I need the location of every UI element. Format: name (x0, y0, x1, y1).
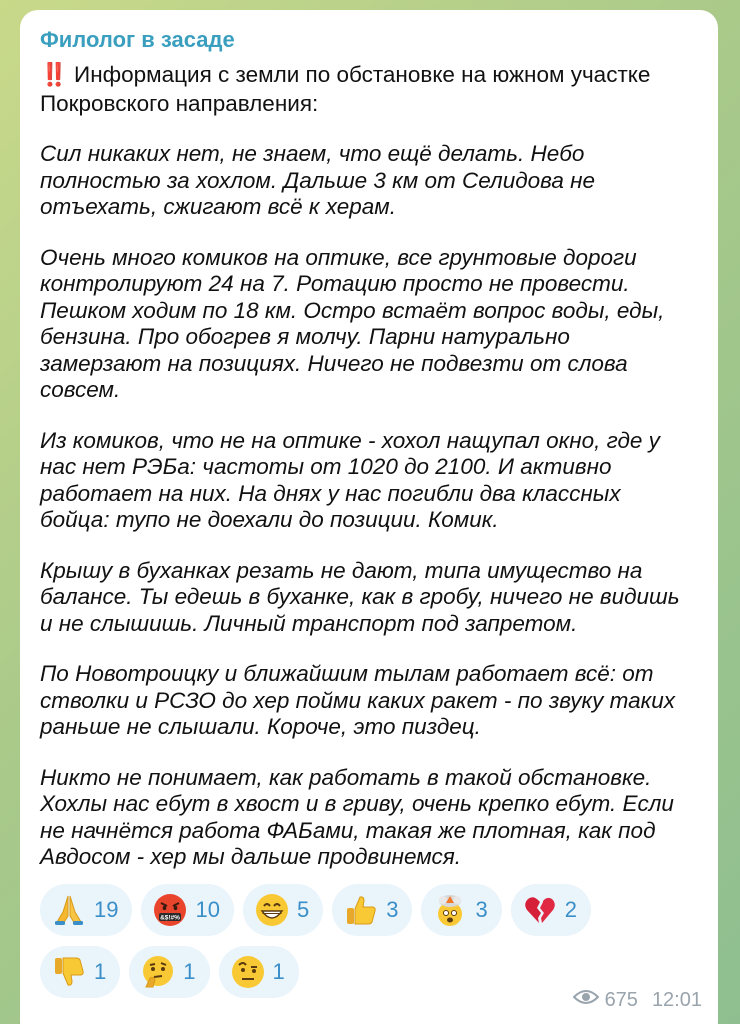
reaction-count: 2 (564, 897, 577, 922)
reaction-broken-heart[interactable] (511, 884, 591, 936)
reaction-count: 1 (183, 959, 196, 984)
reaction-cursing[interactable] (141, 884, 233, 936)
paragraph-3: Из комиков, что не на оптике - хохол нащупал окно, где у нас нет РЭБа: частоты от 1020 до 2100. И активно работает на них. На днях у нас погибли два классных бойца: тупо не доехали до позиции. Комик. (40, 427, 660, 532)
reactions-row-1 (40, 884, 700, 936)
reaction-count: 19 (94, 897, 119, 922)
reaction-count: 3 (386, 897, 399, 922)
message-bubble (20, 10, 718, 1024)
view-count: 675 (604, 988, 638, 1011)
reaction-count: 10 (195, 897, 220, 922)
paragraph-1: Сил никаких нет, не знаем, что ещё делать. Небо полностью за хохлом. Дальше 3 км от Селидова не отъехать, сжигают всё к херам. (40, 141, 596, 219)
paragraph-5: По Новотроицку и ближайшим тылам работает всё: от стволки и РСЗО до хер пойми каких ракет - по звуку таких раньше не слышали. Короче, это пиздец. (40, 661, 676, 739)
message-meta (573, 988, 702, 1012)
eye-icon (573, 988, 599, 1012)
paragraph-2: Очень много комиков на оптике, все грунтовые дороги контролируют 24 на 7. Ротацию просто не провести. Пешком ходим по 18 км. Остро встаёт вопрос воды, еды, бензина. Про обогрев я молчу. Парни натурально замерзают на позициях. Ничего не подвезти от слова совсем. (40, 244, 665, 402)
reaction-count: 5 (296, 897, 310, 922)
reaction-pray[interactable] (40, 884, 132, 936)
message-time: 12:01 (651, 988, 702, 1011)
message-headline (40, 60, 696, 118)
exploding-head-icon (431, 891, 469, 929)
paragraph-6: Никто не понимает, как работать в такой обстановке. Хохлы нас ебут в хвост и в гриву, очень крепко ебут. Если не начнётся работа ФАБами, такая же плотная, как под Авдосом - хер мы дальше продвинемся. (40, 764, 674, 869)
thinking-face-icon (139, 953, 177, 991)
reaction-exploding-head[interactable] (421, 884, 501, 936)
broken-heart-icon (521, 891, 559, 929)
double-exclamation-icon: ‼️ (40, 62, 67, 87)
reaction-count: 1 (94, 959, 107, 984)
thumbs-down-icon (50, 953, 88, 991)
thumbs-up-icon (342, 891, 380, 929)
reaction-grin[interactable] (243, 884, 323, 936)
reaction-count: 1 (272, 959, 285, 984)
channel-name[interactable]: Филолог в засаде (40, 27, 235, 52)
reaction-thinking[interactable] (129, 946, 209, 998)
reaction-thumbs-down[interactable] (40, 946, 120, 998)
praying-hands-icon (50, 891, 88, 929)
reaction-thumbs-up[interactable] (332, 884, 412, 936)
headline-text: Информация с земли по обстановке на южном участке Покровского направления: (40, 62, 651, 116)
reaction-count: 3 (475, 897, 488, 922)
raised-eyebrow-face-icon (229, 953, 267, 991)
cursing-face-icon (151, 891, 189, 929)
reaction-raised-eyebrow[interactable] (219, 946, 299, 998)
svg-text:&$!#%: &$!#% (160, 914, 181, 922)
grinning-face-icon (253, 891, 291, 929)
paragraph-4: Крышу в буханках резать не дают, типа имущество на балансе. Ты едешь в буханке, как в гробу, ничего не видишь и не слышишь. Личный транспорт под запретом. (40, 557, 680, 636)
